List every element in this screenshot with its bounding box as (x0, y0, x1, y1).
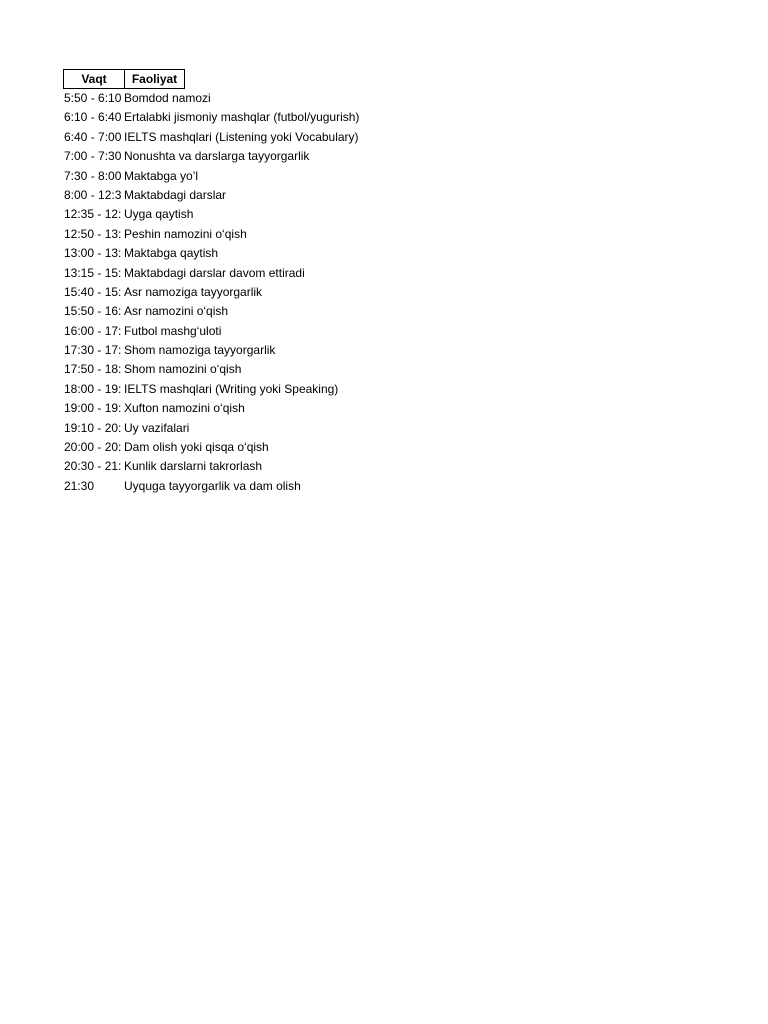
table-row (63, 244, 359, 263)
time-cell: 12:35 - 12: (64, 207, 122, 222)
table-row (63, 108, 359, 127)
time-cell: 7:30 - 8:00 (64, 168, 122, 183)
table-row (63, 89, 359, 108)
table-header-row (63, 69, 359, 89)
table-row (63, 283, 359, 302)
time-cell: 7:00 - 7:30 (64, 149, 122, 164)
table-row (63, 264, 359, 283)
activity-cell: Maktabga qaytish (124, 246, 219, 261)
table-body (63, 89, 359, 496)
table-row (63, 399, 359, 418)
activity-cell: Bomdod namozi (124, 91, 211, 105)
activity-cell: Uyga qaytish (124, 207, 194, 222)
activity-cell: Dam olish yoki qisqa o‘qish (124, 440, 269, 455)
table-row (63, 419, 359, 438)
table-row (63, 205, 359, 224)
time-cell: 6:10 - 6:40 (64, 110, 122, 125)
activity-cell: Shom namozini o‘qish (124, 362, 242, 377)
table-row (63, 225, 359, 244)
activity-cell: Maktabdagi darslar davom ettiradi (124, 265, 305, 280)
table-row (63, 302, 359, 321)
activity-cell: Maktabga yo’l (124, 168, 199, 183)
time-cell: 15:50 - 16: (64, 304, 122, 319)
table-row (63, 186, 359, 205)
time-cell: 5:50 - 6:10 (64, 91, 122, 105)
schedule-sheet (63, 69, 359, 496)
header-faoliyat: Faoliyat (125, 69, 185, 89)
activity-cell: Asr namozini o‘qish (124, 304, 229, 319)
time-cell: 19:00 - 19: (64, 401, 122, 416)
activity-cell: Shom namoziga tayyorgarlik (124, 343, 276, 358)
table-row (63, 457, 359, 476)
activity-cell: Maktabdagi darslar (124, 187, 227, 202)
time-cell: 17:50 - 18: (64, 362, 122, 377)
time-cell: 20:00 - 20: (64, 440, 122, 455)
time-cell: 12:50 - 13: (64, 226, 122, 241)
time-cell: 13:00 - 13: (64, 246, 122, 261)
table-row (63, 147, 359, 166)
time-cell: 17:30 - 17: (64, 343, 122, 358)
activity-cell: Asr namoziga tayyorgarlik (124, 284, 263, 299)
activity-cell: IELTS mashqlari (Writing yoki Speaking) (124, 381, 339, 396)
activity-cell: Uyquga tayyorgarlik va dam olish (124, 478, 301, 493)
table-row (63, 438, 359, 457)
time-cell: 15:40 - 15: (64, 284, 122, 299)
table-row (63, 167, 359, 186)
time-cell: 13:15 - 15: (64, 265, 122, 280)
table-row (63, 322, 359, 341)
table-row (63, 477, 359, 496)
activity-cell: Ertalabki jismoniy mashqlar (futbol/yugurish) (124, 110, 360, 125)
time-cell: 21:30 (64, 478, 95, 493)
activity-cell: Futbol mashg‘uloti (124, 323, 222, 338)
time-cell: 18:00 - 19: (64, 381, 122, 396)
table-row (63, 341, 359, 360)
table-row (63, 360, 359, 379)
time-cell: 19:10 - 20: (64, 420, 122, 435)
table-row (63, 128, 359, 147)
activity-cell: Uy vazifalari (124, 420, 190, 435)
activity-cell: Xufton namozini o‘qish (124, 401, 245, 416)
time-cell: 8:00 - 12:3 (64, 187, 122, 202)
header-vaqt: Vaqt (63, 69, 125, 89)
activity-cell: Nonushta va darslarga tayyorgarlik (124, 149, 310, 164)
time-cell: 16:00 - 17: (64, 323, 122, 338)
activity-cell: Peshin namozini o‘qish (124, 226, 247, 241)
time-cell: 20:30 - 21: (64, 459, 122, 474)
time-cell: 6:40 - 7:00 (64, 129, 122, 144)
table-row (63, 380, 359, 399)
activity-cell: IELTS mashqlari (Listening yoki Vocabulary) (124, 129, 359, 144)
activity-cell: Kunlik darslarni takrorlash (124, 459, 263, 474)
